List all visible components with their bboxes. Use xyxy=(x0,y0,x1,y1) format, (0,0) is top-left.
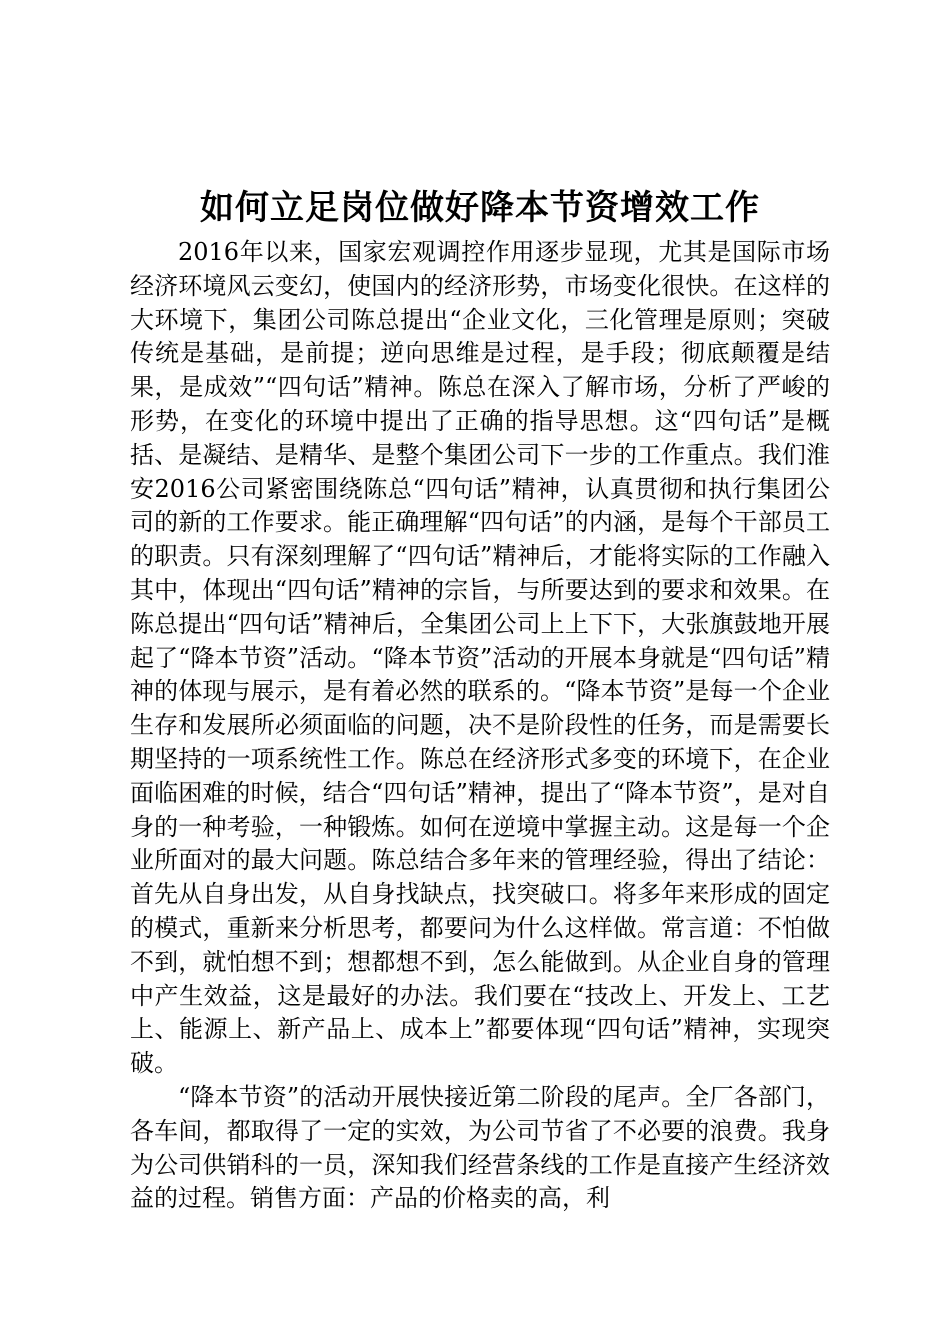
paragraph-2: “降本节资”的活动开展快接近第二阶段的尾声。全厂各部门，各车间，都取得了一定的实效，为公司节省了不必要的浪费。我身为公司供销科的一员，深知我们经营条线的工作是直接产生经济效益的过程。销售方面：产品的价格卖的高，利 xyxy=(130,1082,830,1213)
paragraph-1: 2016年以来，国家宏观调控作用逐步显现，尤其是国际市场经济环境风云变幻，使国内的经济形势，市场变化很快。在这样的大环境下，集团公司陈总提出“企业文化，三化管理是原则；突破传统是基础，是前提；逆向思维是过程，是手段；彻底颠覆是结果，是成效”“四句话”精神。陈总在深入了解市场，分析了严峻的形势，在变化的环境中提出了正确的指导思想。这“四句话”是概括、是凝结、是精华、是整个集团公司下一步的工作重点。我们淮安2016公司紧密围绕陈总“四句话”精神，认真贯彻和执行集团公司的新的工作要求。能正确理解“四句话”的内涵，是每个干部员工的职责。只有深刻理解了“四句话”精神后，才能将实际的工作融入其中，体现出“四句话”精神的宗旨，与所要达到的要求和效果。在陈总提出“四句话”精神后，全集团公司上上下下，大张旗鼓地开展起了“降本节资”活动。“降本节资”活动的开展本身就是“四句话”精神的体现与展示，是有着必然的联系的。“降本节资”是每一个企业生存和发展所必须面临的问题，决不是阶段性的任务，而是需要长期坚持的一项系统性工作。陈总在经济形式多变的环境下，在企业面临困难的时候，结合“四句话”精神，提出了“降本节资”，是对自身的一种考验，一种锻炼。如何在逆境中掌握主动。这是每一个企业所面对的最大问题。陈总结合多年来的管理经验，得出了结论：首先从自身出发，从自身找缺点，找突破口。将多年来形成的固定的模式，重新来分析思考，都要问为什么这样做。常言道：不怕做不到，就怕想不到；想都想不到，怎么能做到。从企业自身的管理中产生效益，这是最好的办法。我们要在“技改上、开发上、工艺上、能源上、新产品上、成本上”都要体现“四句话”精神，实现突破。 xyxy=(130,238,830,1078)
document-title: 如何立足岗位做好降本节资增效工作 xyxy=(200,188,760,228)
document-body xyxy=(130,186,830,1216)
